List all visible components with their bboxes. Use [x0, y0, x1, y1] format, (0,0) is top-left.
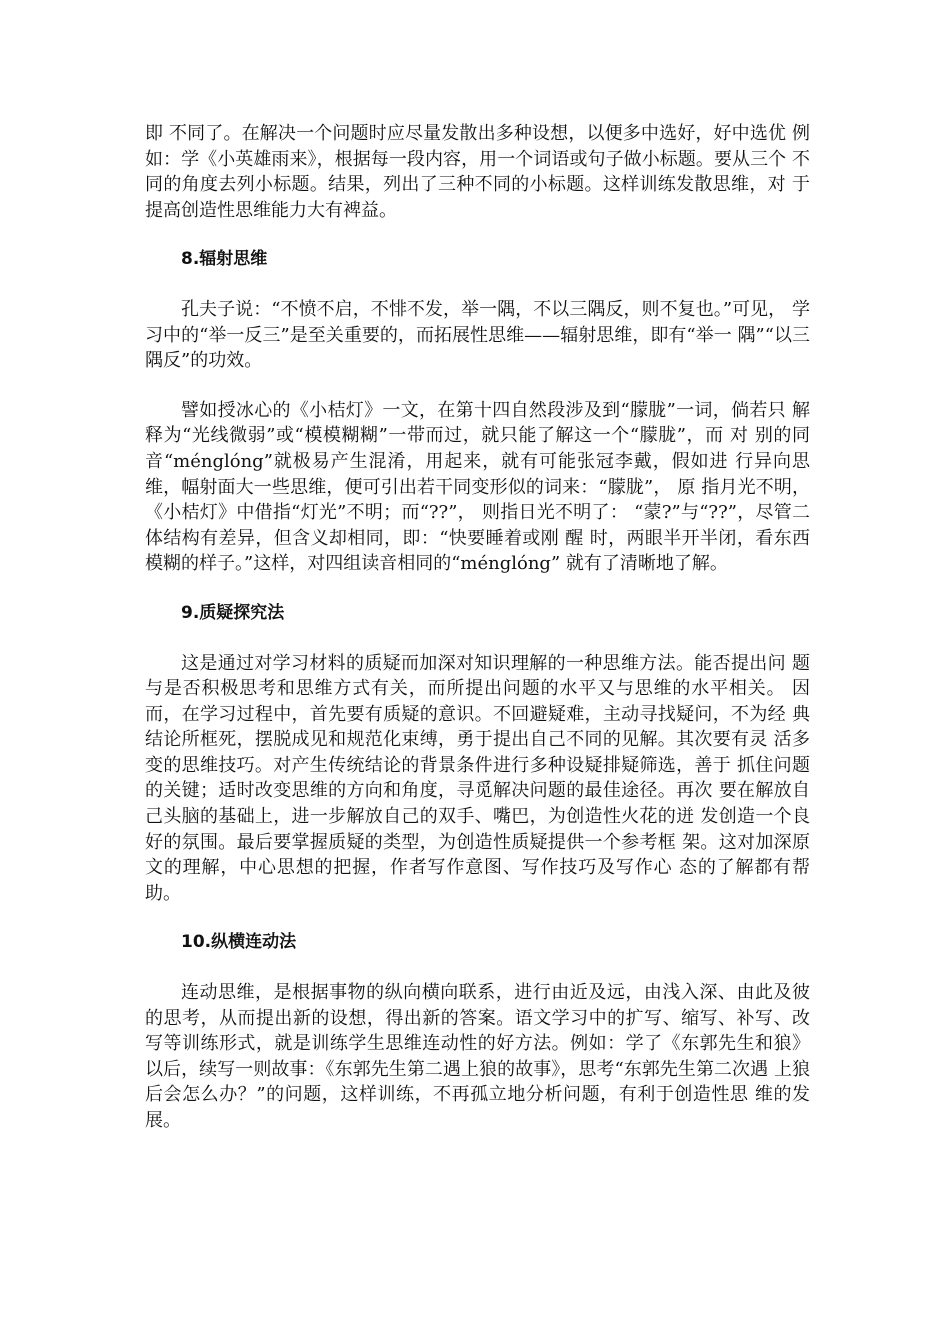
paragraph-divergent-thinking: 即 不同了。在解决一个问题时应尽量发散出多种设想，以便多中选好，好中选优 例如：学《小英雄雨来》，根据每一段内容，用一个词语或句子做小标题。要从三个 不同的角度去列小标题。结果，列出了三种不同的小标题。这样训练发散思维，对 于提高创造性思维能力大有裨益。 — [145, 123, 810, 221]
spacer — [145, 223, 810, 247]
heading-radial-thinking: 8.辐射思维 — [181, 249, 268, 270]
spacer — [145, 627, 810, 651]
paragraph-menglong-example: 譬如授冰心的《小桔灯》一文，在第十四自然段涉及到“朦胧”一词，倘若只 解释为“光线微弱”或“模模糊糊”一带而过，就只能了解这一个“朦胧”，而 对 别的同音“ménglóng”就极易产生混淆，用起来，就有可能张冠李戴，假如进 行异向思维，幅射面大一些思维，便可引出若干同变形似的词来：“朦胧”， 原 指月光不明，《小桔灯》中借指“灯光”不明；而“??”， 则指日光不明了： “蒙?”与“??”，尽管二体结构有差异，但含义却相同，即：“快要睡着或刚 醒 时，两眼半开半闭，看东西模糊的样子。”这样，对四组读音相同的“ménglóng” 就有了清晰地了解。 — [145, 399, 810, 575]
paragraph-confucius-quote: 孔夫子说：“不愤不启，不悱不发，举一隅，不以三隅反，则不复也。”可见， 学习中的“举一反三”是至关重要的，而拓展性思维——辐射思维，即有“举一 隅”“以三隅反”的功效。 — [145, 298, 810, 372]
heading-questioning-method: 9.质疑探究法 — [181, 602, 285, 623]
paragraph-questioning-explanation: 这是通过对学习材料的质疑而加深对知识理解的一种思维方法。能否提出问 题与是否积极思考和思维方式有关，而所提出问题的水平又与思维的水平相关。 因 而，在学习过程中，首先要有质疑的意识。不回避疑难，主动寻找疑问，不为经 典结论所框死，摆脱成见和规范化束缚，勇于提出自己不同的见解。其次要有灵 活多 变的思维技巧。对产生传统结论的背景条件进行多种设疑排疑筛选，善于 抓住问题的关键；适时改变思维的方向和角度，寻觅解决问题的最佳途径。再次 要在解放自 己头脑的基础上，进一步解放自己的双手、嘴巴，为创造性火花的迸 发创造一个良好的氛围。最后要掌握质疑的类型，为创造性质疑提供一个参考框 架。这对加深原 文的理解，中心思想的把握，作者写作意图、写作技巧及写作心 态的了解都有帮助。 — [145, 652, 810, 904]
spacer — [145, 956, 810, 980]
spacer — [145, 577, 810, 601]
spacer — [145, 906, 810, 930]
paragraph-linkage-explanation: 连动思维，是根据事物的纵向横向联系，进行由近及远，由浅入深、由此及彼 的思考，从而提出新的设想，得出新的答案。语文学习中的扩写、缩写、补写、改 写等训练形式，就是训练学生思维连动性的好方法。例如：学了《东郭先生和狼》 以后，续写一则故事：《东郭先生第二遇上狼的故事》，思考“东郭先生第二次遇 上狼后会怎么办？”的问题，这样训练，不再孤立地分析问题，有利于创造性思 维的发展。 — [145, 982, 810, 1131]
document-page — [145, 121, 810, 1134]
spacer — [145, 374, 810, 398]
spacer — [145, 273, 810, 297]
heading-linkage-method: 10.纵横连动法 — [181, 932, 297, 953]
